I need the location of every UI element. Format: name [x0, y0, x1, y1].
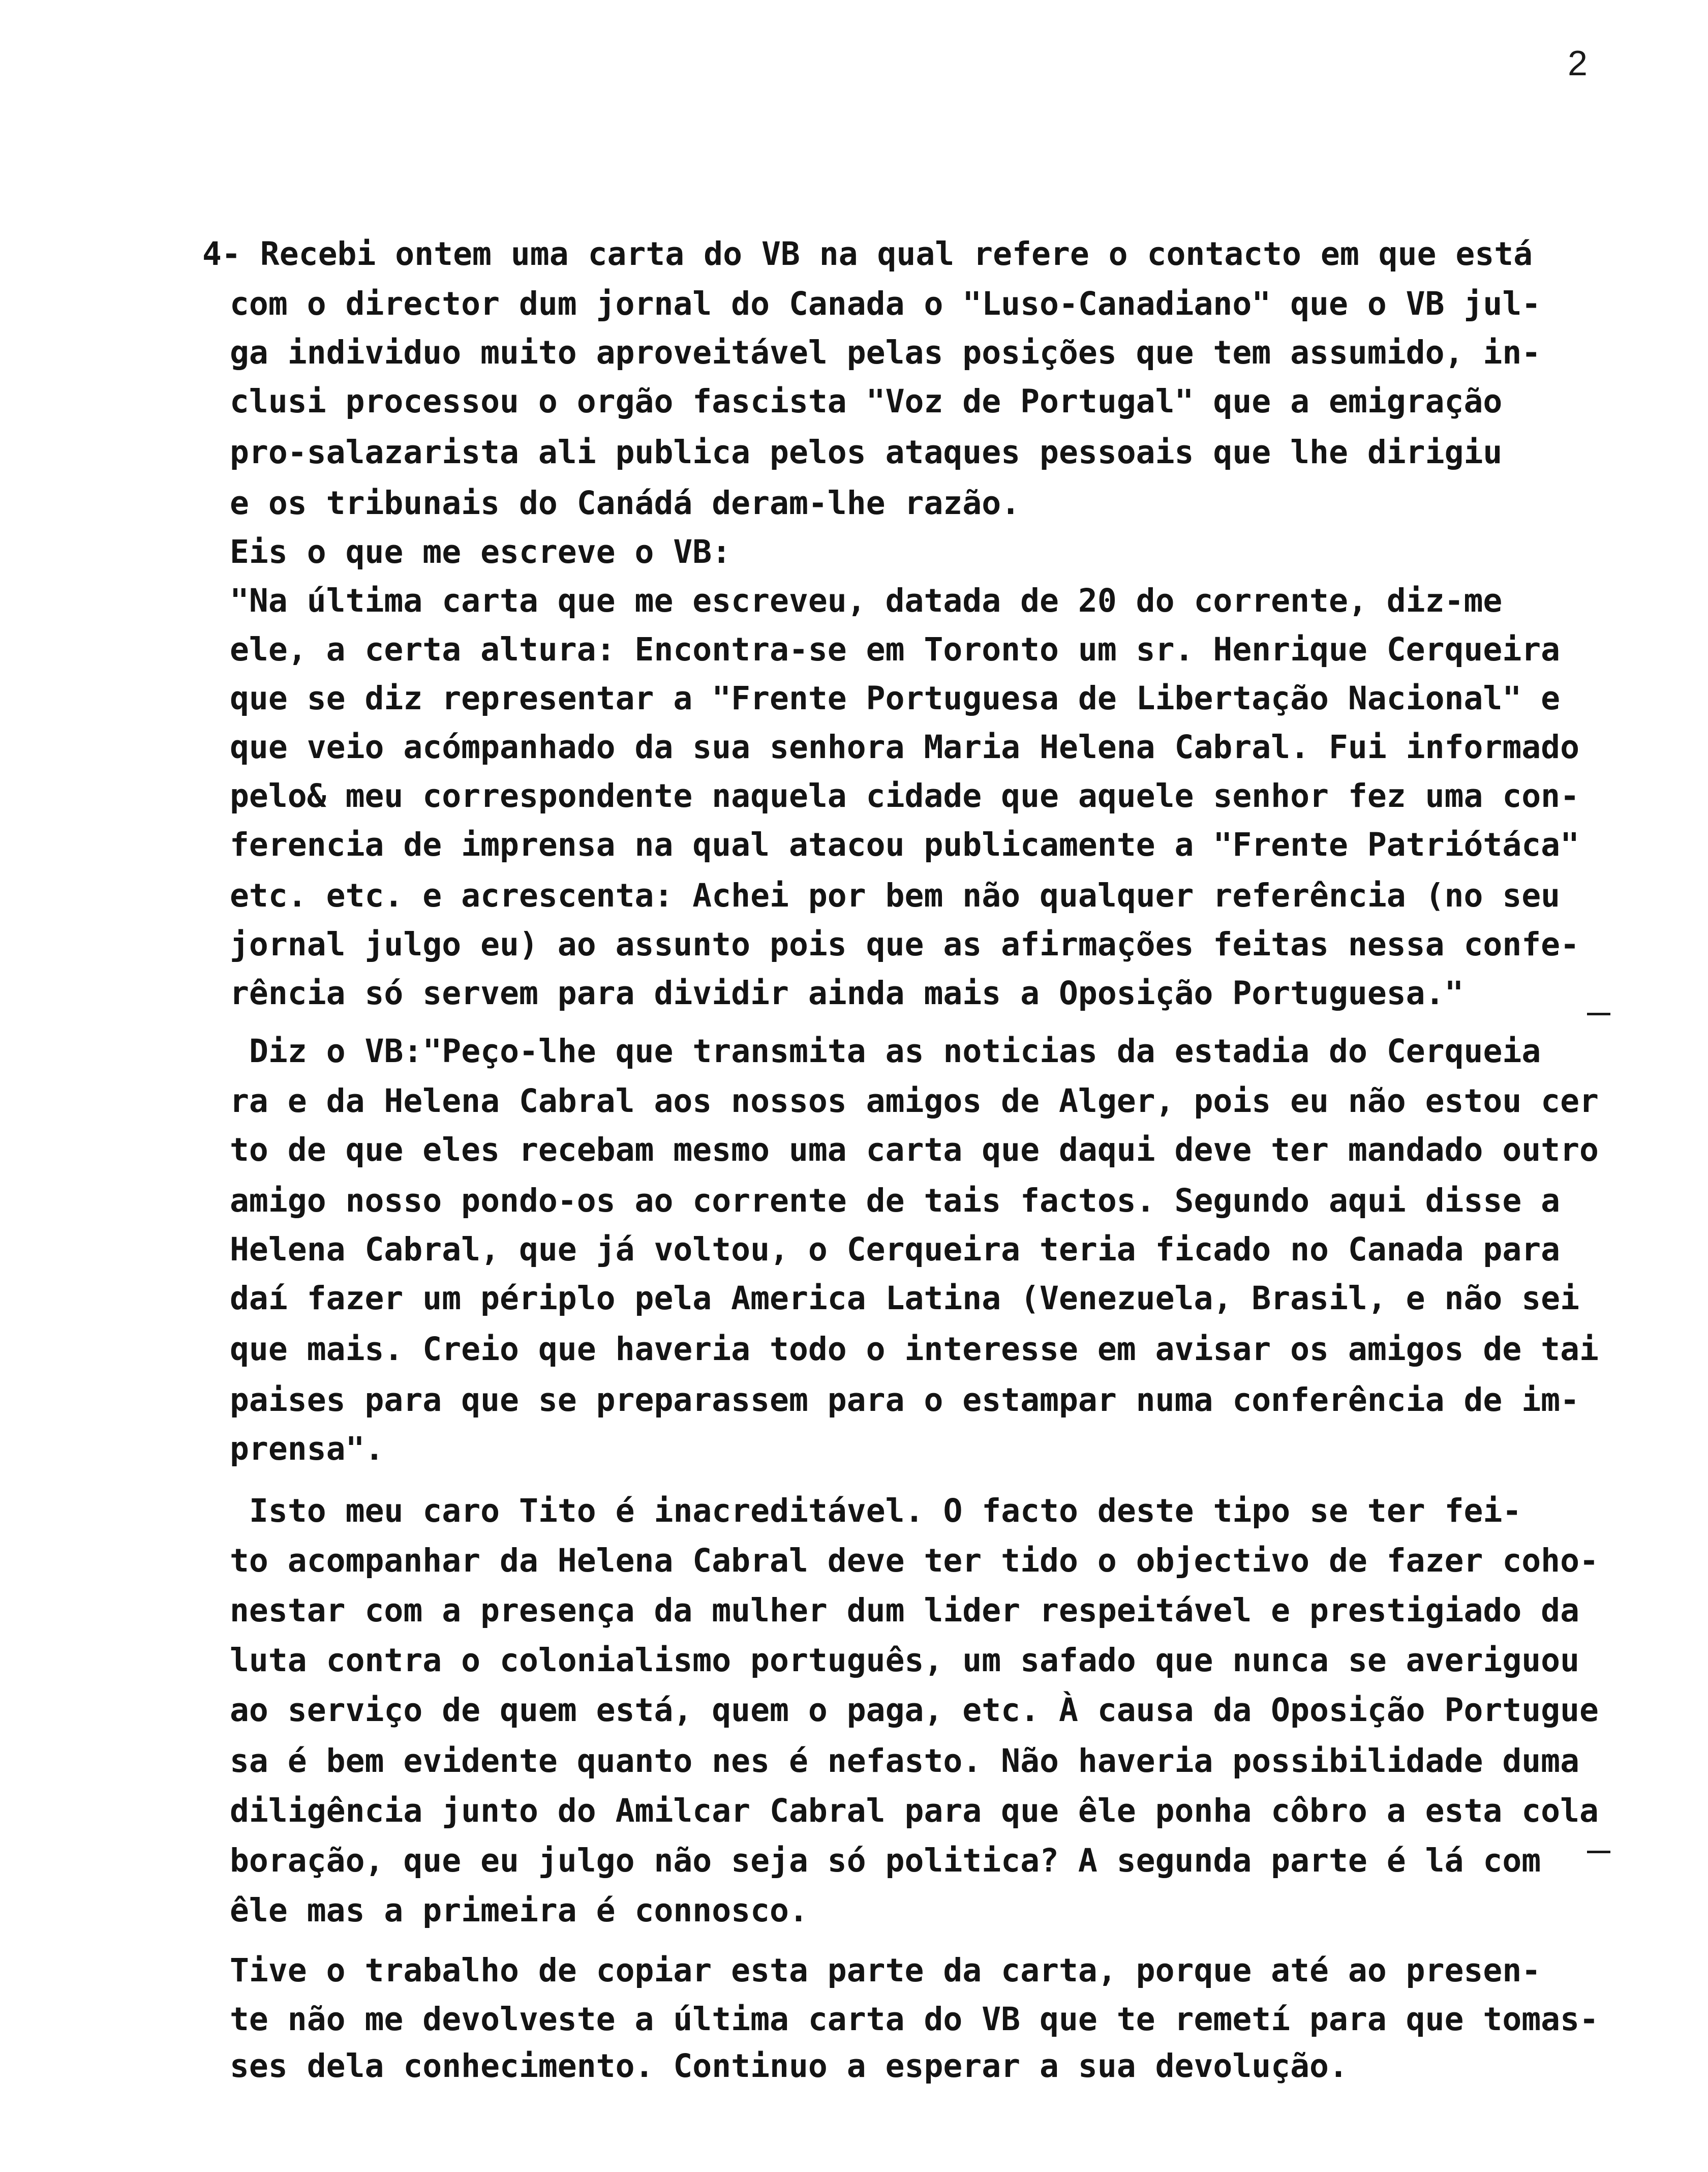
- text-line: Isto meu caro Tito é inacreditável. O facto deste tipo se ter fei-: [249, 1492, 1522, 1529]
- text-line: paises para que se preparassem para o estampar numa conferência de im-: [230, 1381, 1580, 1419]
- text-line: te não me devolveste a última carta do VB que te remetí para que tomas-: [230, 2001, 1599, 2038]
- text-line: boração, que eu julgo não seja só politica? A segunda parte é lá com: [230, 1842, 1541, 1879]
- text-line: pro-salazarista ali publica pelos ataques pessoais que lhe dirigiu: [230, 434, 1503, 471]
- text-line: amigo nosso pondo-os ao corrente de tais factos. Segundo aqui disse a: [230, 1182, 1561, 1219]
- text-line: ferencia de imprensa na qual atacou publicamente a "Frente Patriótáca": [230, 826, 1580, 863]
- text-line: Helena Cabral, que já voltou, o Cerqueira teria ficado no Canada para: [230, 1231, 1561, 1268]
- text-line: jornal julgo eu) ao assunto pois que as afirmações feitas nessa confe-: [230, 926, 1580, 963]
- text-line: pelo& meu correspondente naquela cidade que aquele senhor fez uma con-: [230, 777, 1580, 814]
- text-line: que mais. Creio que haveria todo o interesse em avisar os amigos de tai: [230, 1331, 1599, 1368]
- text-line: Eis o que me escreve o VB:: [230, 533, 731, 570]
- text-line: etc. etc. e acrescenta: Achei por bem não qualquer referência (no seu: [230, 877, 1561, 914]
- text-line: ele, a certa altura: Encontra-se em Toronto um sr. Henrique Cerqueira: [230, 631, 1561, 668]
- text-line: diligência junto do Amilcar Cabral para que êle ponha côbro a esta cola: [230, 1792, 1599, 1829]
- page-number: 2: [1568, 43, 1588, 83]
- text-line: daí fazer um périplo pela America Latina (Venezuela, Brasil, e não sei: [230, 1280, 1580, 1317]
- text-line: sa é bem evidente quanto nes é nefasto. Não haveria possibilidade duma: [230, 1742, 1580, 1779]
- margin-mark: [1587, 1851, 1610, 1853]
- text-line: 4- Recebi ontem uma carta do VB na qual refere o contacto em que está: [202, 235, 1533, 273]
- text-line: Diz o VB:"Peço-lhe que transmita as noticias da estadia do Cerqueia: [249, 1033, 1541, 1070]
- text-line: Tive o trabalho de copiar esta parte da carta, porque até ao presen-: [230, 1952, 1541, 1989]
- text-line: "Na última carta que me escreveu, datada de 20 do corrente, diz-me: [230, 582, 1503, 619]
- text-line: to de que eles recebam mesmo uma carta que daqui deve ter mandado outro: [230, 1131, 1599, 1168]
- text-line: ses dela conhecimento. Continuo a esperar a sua devolução.: [230, 2047, 1348, 2085]
- text-line: rência só servem para dividir ainda mais a Oposição Portuguesa.": [230, 975, 1464, 1012]
- text-line: clusi processou o orgão fascista "Voz de Portugal" que a emigração: [230, 383, 1503, 420]
- text-line: luta contra o colonialismo português, um safado que nunca se averiguou: [230, 1642, 1580, 1679]
- text-line: nestar com a presença da mulher dum lider respeitável e prestigiado da: [230, 1592, 1580, 1629]
- text-line: ga individuo muito aproveitável pelas posições que tem assumido, in-: [230, 334, 1541, 371]
- text-line: e os tribunais do Canádá deram-lhe razão.: [230, 485, 1021, 522]
- text-line: prensa".: [230, 1430, 384, 1467]
- text-line: to acompanhar da Helena Cabral deve ter tido o objectivo de fazer coho-: [230, 1542, 1599, 1579]
- text-line: êle mas a primeira é connosco.: [230, 1892, 808, 1929]
- text-line: que veio acómpanhado da sua senhora Maria Helena Cabral. Fui informado: [230, 729, 1580, 766]
- text-line: com o director dum jornal do Canada o "Luso-Canadiano" que o VB jul-: [230, 285, 1541, 322]
- text-line: ao serviço de quem está, quem o paga, etc. À causa da Oposição Portugue: [230, 1692, 1599, 1729]
- text-line: ra e da Helena Cabral aos nossos amigos de Alger, pois eu não estou cer: [230, 1082, 1599, 1120]
- margin-mark: [1587, 1013, 1610, 1015]
- text-line: que se diz representar a "Frente Portuguesa de Libertação Nacional" e: [230, 680, 1561, 717]
